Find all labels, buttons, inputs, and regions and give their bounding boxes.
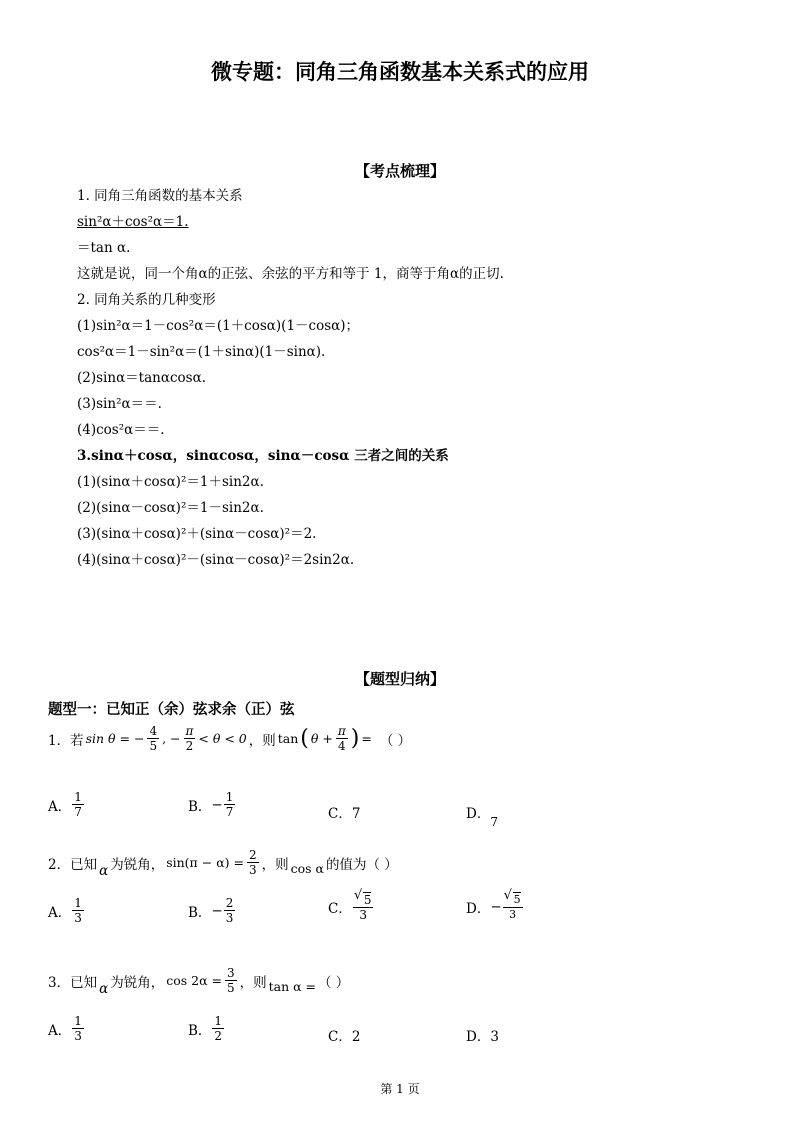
question-1-option-c [328,802,360,822]
relation-4: (4)(sinα＋cosα)²－(sinα－cosα)²＝2sin2α. [77,552,355,568]
point-3-heading: 3.sinα＋cosα，sinαcosα，sinα－cosα 三者之间的关系 [77,448,449,464]
question-2-condition: sin(π − α) = [166,855,244,870]
option-sign: − [211,902,223,919]
option-label: B． [188,798,212,815]
frac-den: 2 [214,1029,223,1043]
frac-num: 1 [74,1014,82,1028]
option-value: 7 [490,815,498,829]
question-3-condition: cos 2α = [166,973,222,988]
relation-3: (3)(sinα＋cosα)²＋(sinα－cosα)²＝2. [77,526,317,542]
option-fraction [72,1014,84,1043]
section-heading-problem-types: 【题型归纳】 [354,670,445,688]
page-number: 第 1 页 [380,1082,420,1096]
question-1-target-tan: tan [277,731,299,746]
variant-4: (4)cos²α＝＝. [77,422,165,438]
question-1-condition-sin: sin θ = − [85,731,145,746]
option-label: C． [328,806,352,822]
frac-num: 1 [214,1014,223,1028]
option-fraction [72,896,84,925]
frac-den: 3 [225,911,234,925]
question-2-tail: 的值为（ ） [325,856,398,873]
frac-den: 2 [185,739,194,753]
frac-num: 1 [74,790,82,804]
question-3-option-a [48,1014,85,1043]
question-2-option-c [328,892,374,922]
frac-den: 3 [509,908,517,921]
question-1-option-b [188,790,236,819]
variant-2: (2)sinα＝tanαcosα. [77,370,206,386]
question-1-number: 1．若 [48,732,84,749]
option-fraction [503,892,523,922]
question-1-fraction-4-5 [147,724,159,753]
option-value: 2 [351,1029,361,1045]
question-3-alpha: α [99,980,109,997]
question-2-target: cos α [290,861,324,876]
question-3-option-d [466,1025,499,1045]
question-3-option-c [328,1025,360,1045]
variant-1a: (1)sin²α＝1－cos²α＝(1＋cosα)(1－cosα)； [77,318,360,334]
frac-den: 3 [74,911,82,925]
relation-2: (2)(sinα－cosα)²＝1－sin2α. [77,500,264,516]
frac-den: 5 [149,739,158,753]
identity-tangent: ＝tan α. [77,240,131,256]
question-2-fraction-2-3 [247,848,259,877]
option-label: A． [48,798,72,815]
option-fraction [72,790,84,819]
question-1-fraction-pi-2 [184,724,196,753]
sqrt-radicand: √ 5 [513,892,521,907]
frac-num: 1 [225,790,234,804]
question-1-condition-range: < θ < 0 [198,731,247,746]
frac-num: π [185,724,194,738]
close-paren: ) [350,726,360,751]
frac-num: 1 [74,896,82,910]
problem-type-1-heading: 题型一：已知正（余）弦求余（正）弦 [48,702,295,718]
question-1-fraction-pi-4 [336,724,348,753]
question-3-option-b [188,1014,225,1043]
page-title: 微专题：同角三角函数基本关系式的应用 [211,60,589,84]
section-heading-key-points: 【考点梳理】 [354,162,445,180]
question-2-option-a [48,896,85,925]
sqrt-radicand: √ 5 [363,892,372,907]
question-1-equals: = [361,731,372,746]
question-1 [48,724,411,753]
option-label: B． [188,904,212,921]
identity-pythagorean: sin²α＋cos²α＝1. [77,214,189,230]
open-paren: ( [300,726,309,751]
frac-den: 3 [74,1029,82,1043]
point-1-heading: 1. 同角三角函数的基本关系 [77,188,243,204]
option-label: A． [48,904,72,921]
frac-num: π [337,724,346,738]
option-fraction [353,892,374,922]
option-label: A． [48,1022,72,1039]
variant-1b: cos²α＝1－sin²α＝(1＋sinα)(1－sinα). [77,344,326,360]
question-1-condition-mid: , − [162,731,181,746]
option-label: D． [466,901,491,917]
frac-den: 5 [226,981,235,995]
question-3 [48,966,349,995]
option-label: B． [188,1022,212,1039]
point-2-heading: 2. 同角关系的几种变形 [77,292,216,308]
option-value: 3 [490,1029,499,1045]
option-label: D． [466,806,491,822]
option-fraction [212,1014,224,1043]
option-label: C． [328,901,352,917]
question-2-option-d [466,892,524,922]
question-2 [48,848,398,877]
question-3-acute: 为锐角， [110,974,165,991]
frac-num: 3 [226,966,235,980]
frac-den: 3 [359,908,367,922]
frac-num: 2 [225,896,234,910]
option-fraction [224,896,236,925]
question-1-option-a [48,790,85,819]
frac-num: 2 [248,848,257,862]
option-sign: − [490,899,502,915]
option-label: C． [328,1029,352,1045]
question-3-tail: （ ） [318,974,350,991]
question-3-target: tan α = [268,979,317,994]
option-value: 7 [351,806,361,822]
question-1-answer-blank: （ ） [379,732,412,749]
question-3-fraction-3-5 [225,966,237,995]
variant-3: (3)sin²α＝＝. [77,396,162,412]
frac-den: 4 [338,739,346,753]
option-label: D． [466,1029,491,1045]
question-2-then: ，则 [261,856,289,873]
frac-den: 7 [225,805,234,819]
question-3-number: 3．已知 [48,974,98,991]
question-2-acute: 为锐角， [110,856,165,873]
question-1-then: ，则 [248,732,276,749]
frac-num: 4 [149,724,158,738]
frac-den: 3 [248,863,257,877]
relation-1: (1)(sinα＋cosα)²＝1＋sin2α. [77,474,264,490]
question-1-option-d [466,802,498,829]
identity-explanation: 这就是说，同一个角α的正弦、余弦的平方和等于 1，商等于角α的正切. [77,266,504,282]
question-3-then: ，则 [239,974,267,991]
question-2-alpha: α [99,862,109,879]
option-sign: − [211,796,223,813]
frac-den: 7 [74,805,82,819]
question-1-target-theta: θ + [310,731,333,746]
question-2-number: 2．已知 [48,856,98,873]
option-fraction [224,790,236,819]
question-2-option-b [188,896,236,925]
